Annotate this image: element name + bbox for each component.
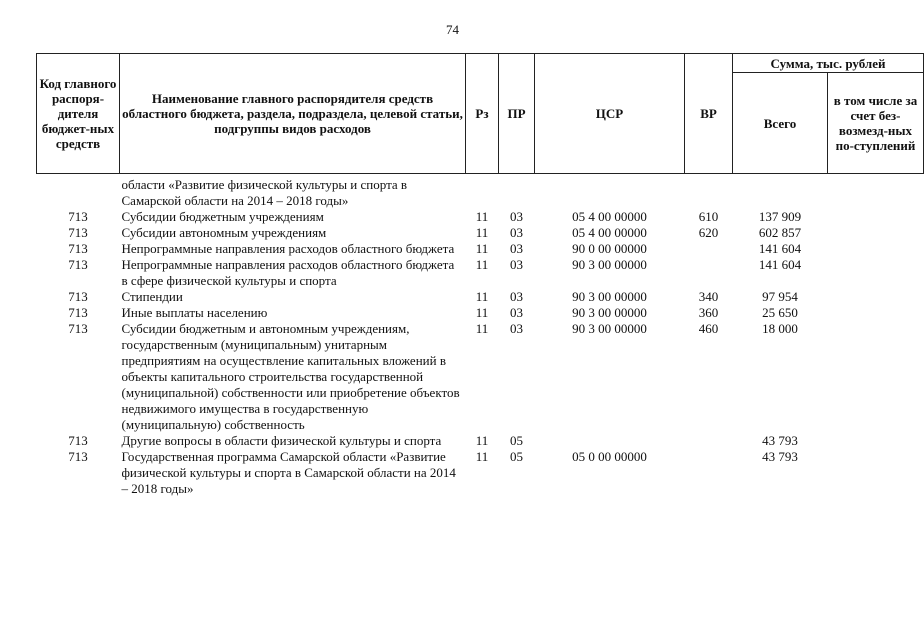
cell-rz: 11 — [475, 305, 489, 320]
cell-csr: 90 3 00 00000 — [572, 321, 647, 336]
table-row — [37, 241, 924, 257]
cell-name: Субсидии бюджетным учреждениям — [121, 209, 324, 224]
cell-rz: 11 — [475, 257, 489, 272]
cell-name: Субсидии автономным учреждениям — [121, 225, 327, 240]
cell-gratuitous — [828, 321, 924, 433]
cell-vr: 460 — [698, 321, 719, 336]
cell-csr: 05 4 00 00000 — [572, 209, 647, 224]
cell-code: 713 — [68, 241, 88, 256]
cell-gratuitous — [828, 289, 924, 305]
header-gratuitous: в том числе за счет без-возмезд-ных по-ступлений — [828, 73, 924, 174]
cell-vr: 610 — [698, 209, 719, 224]
cell-name: Иные выплаты населению — [121, 305, 268, 320]
cell-pr: 05 — [510, 433, 523, 448]
cell-total: 141 604 — [758, 257, 802, 272]
cell-total: 97 954 — [762, 289, 798, 304]
cell-rz: 11 — [475, 433, 489, 448]
cell-pr: 03 — [510, 209, 523, 224]
continuation-row — [37, 174, 924, 210]
table-body — [37, 174, 924, 498]
cell-pr: 03 — [510, 225, 523, 240]
cell-name: Непрограммные направления расходов областного бюджета в сфере физической культуры и спорта — [121, 257, 455, 288]
cell-code: 713 — [68, 305, 88, 320]
cell-code: 713 — [68, 225, 88, 240]
cell-pr: 03 — [510, 241, 523, 256]
header-row-top — [37, 54, 924, 73]
header-total: Всего — [733, 73, 828, 174]
table-row — [37, 321, 924, 433]
cell-name: Государственная программа Самарской области «Развитие физической культуры и спорта в Самарской области на 2014 – 2018 годы» — [121, 449, 456, 496]
cell-pr: 03 — [510, 321, 523, 336]
cell-vr — [685, 449, 733, 497]
table-row — [37, 433, 924, 449]
cell-total: 602 857 — [758, 225, 802, 240]
cell-name: Непрограммные направления расходов областного бюджета — [121, 241, 455, 256]
cell-rz: 11 — [475, 321, 489, 336]
cell-rz: 11 — [475, 449, 489, 464]
cell-gratuitous — [828, 209, 924, 225]
cell-pr: 03 — [510, 257, 523, 272]
cell-rz: 11 — [475, 289, 489, 304]
cell-total: 25 650 — [762, 305, 798, 320]
continuation-text: области «Развитие физической культуры и спорта в Самарской области на 2014 – 2018 годы» — [121, 177, 408, 208]
cell-csr: 90 3 00 00000 — [572, 289, 647, 304]
cell-code: 713 — [68, 449, 88, 464]
cell-csr: 90 3 00 00000 — [572, 257, 647, 272]
cell-csr: 90 3 00 00000 — [572, 305, 647, 320]
cell-pr: 03 — [510, 289, 523, 304]
table-row — [37, 305, 924, 321]
header-csr: ЦСР — [535, 54, 685, 174]
table-row — [37, 257, 924, 289]
cell-name: Субсидии бюджетным и автономным учреждениям, государственным (муниципальным) унитарным предприятиям на осуществление капитальных вложений в объекты капитального строительства государственной (муниципальной) собственности или приобретение объектов недвижимого имущества в государственную (муниципальную) собственность — [121, 321, 460, 432]
cell-total: 18 000 — [762, 321, 798, 336]
cell-vr — [685, 257, 733, 289]
cell-gratuitous — [828, 225, 924, 241]
cell-gratuitous — [828, 433, 924, 449]
cell-total: 43 793 — [762, 433, 798, 448]
cell-gratuitous — [828, 241, 924, 257]
cell-gratuitous — [828, 449, 924, 497]
cell-rz: 11 — [475, 241, 489, 256]
header-rz: Рз — [466, 54, 499, 174]
cell-vr — [685, 241, 733, 257]
cell-csr: 05 4 00 00000 — [572, 225, 647, 240]
cell-code: 713 — [68, 257, 88, 272]
cell-vr — [685, 433, 733, 449]
table-row — [37, 289, 924, 305]
cell-pr: 03 — [510, 305, 523, 320]
table-row — [37, 209, 924, 225]
cell-code: 713 — [68, 321, 88, 336]
cell-gratuitous — [828, 305, 924, 321]
table-row — [37, 449, 924, 497]
cell-code: 713 — [68, 209, 88, 224]
cell-csr: 05 0 00 00000 — [572, 449, 647, 464]
table-row — [37, 225, 924, 241]
page-number: 74 — [446, 22, 459, 37]
cell-rz: 11 — [475, 209, 489, 224]
header-vr: ВР — [685, 54, 733, 174]
cell-total: 141 604 — [758, 241, 802, 256]
cell-name: Стипендии — [121, 289, 183, 304]
cell-vr: 340 — [698, 289, 719, 304]
cell-csr — [535, 433, 685, 449]
cell-name: Другие вопросы в области физической культуры и спорта — [121, 433, 442, 448]
cell-total: 43 793 — [762, 449, 798, 464]
cell-code: 713 — [68, 289, 88, 304]
header-pr: ПР — [499, 54, 535, 174]
header-code: Код главного распоря-дителя бюджет-ных средств — [37, 54, 120, 174]
cell-csr: 90 0 00 00000 — [572, 241, 647, 256]
budget-table — [36, 53, 924, 497]
header-name: Наименование главного распорядителя средств областного бюджета, раздела, подраздела, целевой статьи, подгруппы видов расходов — [120, 54, 466, 174]
cell-pr: 05 — [510, 449, 523, 464]
cell-vr: 360 — [698, 305, 719, 320]
cell-rz: 11 — [475, 225, 489, 240]
cell-total: 137 909 — [758, 209, 802, 224]
header-sum: Сумма, тыс. рублей — [733, 54, 924, 73]
cell-vr: 620 — [698, 225, 719, 240]
cell-code: 713 — [68, 433, 88, 448]
cell-gratuitous — [828, 257, 924, 289]
